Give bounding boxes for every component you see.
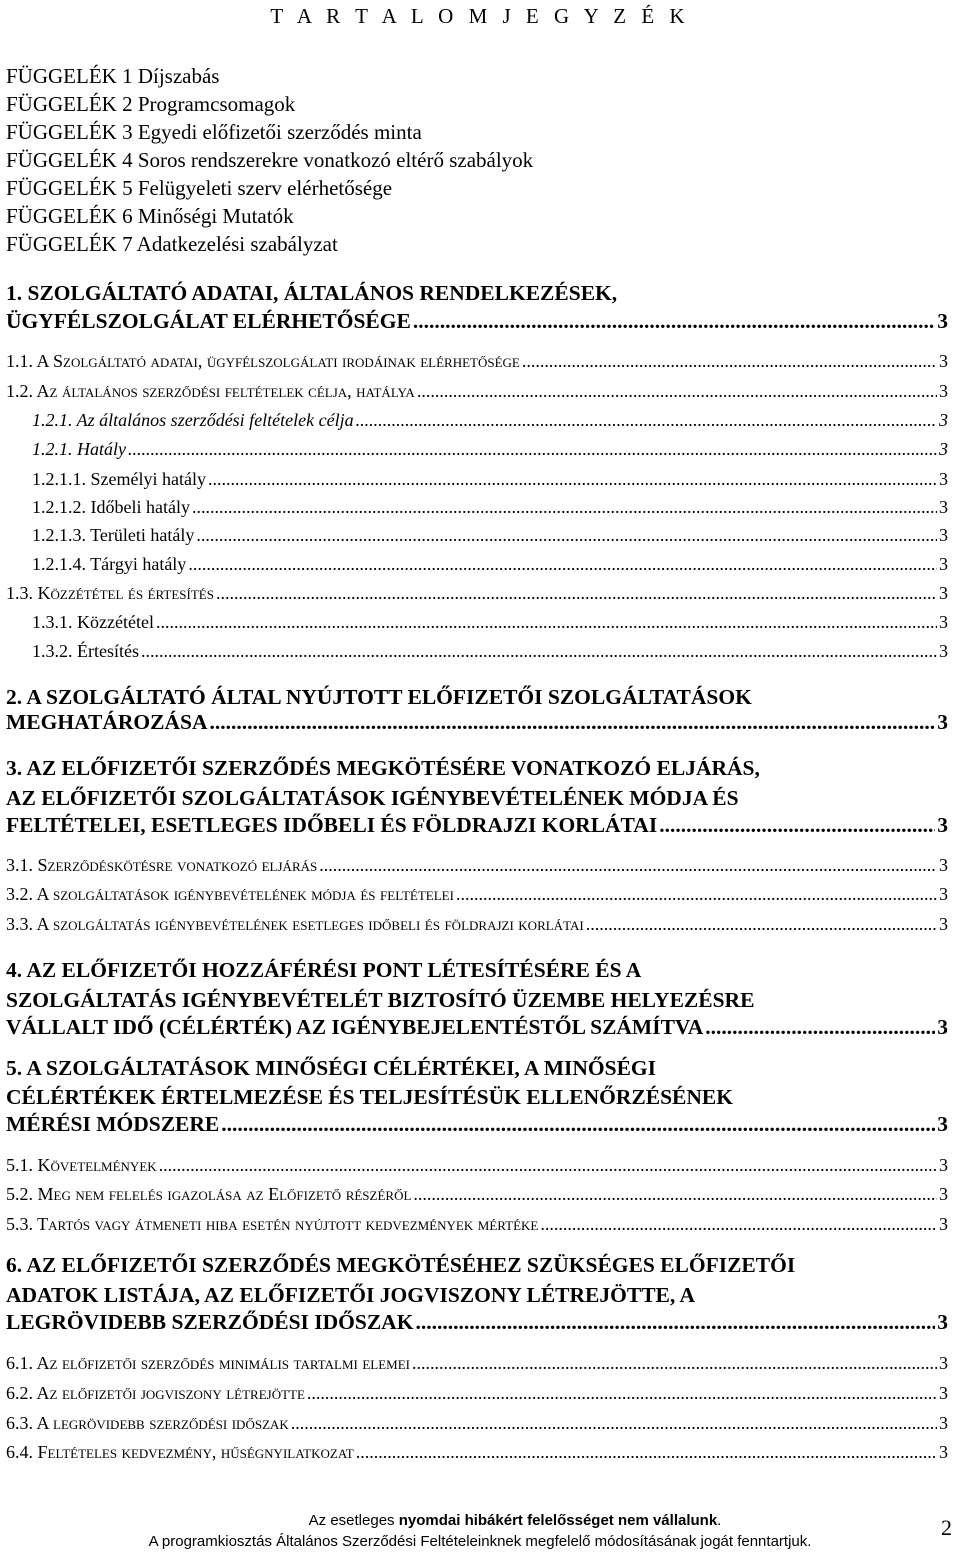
toc-entry-label: 1.1. A Szolgáltató adatai, ügyfélszolgálati irodáinak elérhetősége bbox=[6, 351, 520, 371]
toc-entry-label: 1.2.1.1. Személyi hatály bbox=[32, 469, 206, 489]
toc-entry-label: 1.2.1.3. Területi hatály bbox=[32, 525, 195, 545]
toc-entry-1-2-1-hataly[interactable] bbox=[32, 439, 948, 460]
toc-entry-6-2[interactable] bbox=[6, 1383, 948, 1404]
leader-dots bbox=[522, 351, 937, 372]
page-ref: 3 bbox=[939, 641, 948, 661]
toc-entry-label: FELTÉTELEI, ESETLEGES IDŐBELI ÉS FÖLDRAJZI KORLÁTAI bbox=[6, 813, 658, 837]
appendix-item[interactable]: FÜGGELÉK 3 Egyedi előfizetői szerződés minta bbox=[6, 120, 422, 144]
page-ref: 3 bbox=[939, 497, 948, 517]
toc-heading-5-line1[interactable]: 5. A SZOLGÁLTATÁSOK MINŐSÉGI CÉLÉRTÉKEI, A MINŐSÉGI bbox=[6, 1056, 657, 1080]
toc-entry-5[interactable] bbox=[6, 1112, 948, 1137]
toc-heading-4-line1[interactable]: 4. AZ ELŐFIZETŐI HOZZÁFÉRÉSI PONT LÉTESÍTÉSÉRE ÉS A bbox=[6, 958, 642, 982]
toc-entry-label: 3.2. A szolgáltatások igénybevételének módja és feltételei bbox=[6, 884, 454, 904]
toc-heading-6-line2[interactable]: ADATOK LISTÁJA, AZ ELŐFIZETŐI JOGVISZONY LÉTREJÖTTE, A bbox=[6, 1283, 695, 1307]
toc-entry-1-2-1-3[interactable] bbox=[32, 525, 948, 546]
toc-entry-label: VÁLLALT IDŐ (CÉLÉRTÉK) AZ IGÉNYBEJELENTÉSTŐL SZÁMÍTVA bbox=[6, 1015, 704, 1039]
footer-bold-text: nyomdai hibákért felelősséget nem vállalunk bbox=[398, 1512, 718, 1529]
toc-entry-4[interactable] bbox=[6, 1015, 948, 1040]
toc-entry-1-2-1-1[interactable] bbox=[32, 469, 948, 490]
page-ref: 3 bbox=[939, 583, 948, 603]
leader-dots bbox=[413, 309, 935, 334]
page-ref: 3 bbox=[937, 813, 948, 837]
toc-heading-5-line2[interactable]: CÉLÉRTÉKEK ÉRTELMEZÉSE ÉS TELJESÍTÉSÜK ELLENŐRZÉSÉNEK bbox=[6, 1085, 733, 1109]
page-ref: 3 bbox=[939, 525, 948, 545]
toc-entry-6-1[interactable] bbox=[6, 1353, 948, 1374]
page-ref: 3 bbox=[939, 554, 948, 574]
toc-entry-1-2[interactable] bbox=[6, 381, 948, 402]
page-ref: 3 bbox=[939, 855, 948, 875]
toc-entry-3-1[interactable] bbox=[6, 855, 948, 876]
leader-dots bbox=[188, 554, 937, 575]
toc-entry-label: 1.2.1. Az általános szerződési feltételek célja bbox=[32, 410, 354, 430]
toc-entry-label: 1.2.1. Hatály bbox=[32, 439, 126, 459]
toc-entry-label: 6.1. Az előfizetői szerződés minimális tartalmi elemei bbox=[6, 1353, 410, 1373]
appendix-item[interactable]: FÜGGELÉK 1 Díjszabás bbox=[6, 64, 220, 88]
toc-entry-label: 1.3. Közzététel és értesítés bbox=[6, 583, 214, 603]
leader-dots bbox=[415, 1310, 935, 1335]
page-ref: 3 bbox=[939, 914, 948, 934]
leader-dots bbox=[456, 884, 937, 905]
page-ref: 3 bbox=[937, 1310, 948, 1334]
toc-entry-6[interactable] bbox=[6, 1310, 948, 1335]
page-ref: 3 bbox=[939, 469, 948, 489]
toc-entry-label: 6.4. Feltételes kedvezmény, hűségnyilatkozat bbox=[6, 1442, 354, 1462]
toc-entry-3-3[interactable] bbox=[6, 914, 948, 935]
toc-entry-label: ÜGYFÉLSZOLGÁLAT ELÉRHETŐSÉGE bbox=[6, 309, 411, 333]
footer-disclaimer bbox=[0, 1512, 960, 1529]
leader-dots bbox=[216, 583, 937, 604]
toc-entry-label: 5.1. Követelmények bbox=[6, 1155, 157, 1175]
toc-entry-5-3[interactable] bbox=[6, 1214, 948, 1235]
leader-dots bbox=[540, 1214, 937, 1235]
toc-entry-6-3[interactable] bbox=[6, 1413, 948, 1434]
toc-entry-1-2-1-2[interactable] bbox=[32, 497, 948, 518]
leader-dots bbox=[291, 1413, 937, 1434]
leader-dots bbox=[128, 439, 937, 460]
toc-entry-5-1[interactable] bbox=[6, 1155, 948, 1176]
toc-entry-label: 3.1. Szerződéskötésre vonatkozó eljárás bbox=[6, 855, 318, 875]
toc-entry-label: 1.2.1.4. Tárgyi hatály bbox=[32, 554, 187, 574]
toc-entry-label: 5.3. Tartós vagy átmeneti hiba esetén nyújtott kedvezmények mértéke bbox=[6, 1214, 539, 1234]
footer-text-end: . bbox=[717, 1512, 722, 1529]
toc-entry-1-2-1-4[interactable] bbox=[32, 554, 948, 575]
page-ref: 3 bbox=[939, 1184, 948, 1204]
appendix-item[interactable]: FÜGGELÉK 7 Adatkezelési szabályzat bbox=[6, 232, 338, 256]
leader-dots bbox=[307, 1383, 937, 1404]
toc-heading-3-line2[interactable]: AZ ELŐFIZETŐI SZOLGÁLTATÁSOK IGÉNYBEVÉTELÉNEK MÓDJA ÉS bbox=[6, 786, 739, 810]
leader-dots bbox=[356, 410, 937, 431]
page-ref: 3 bbox=[939, 612, 948, 632]
page-ref: 3 bbox=[939, 351, 948, 371]
leader-dots bbox=[413, 1184, 937, 1205]
footer-rights: A programkiosztás Általános Szerződési Feltételeinknek megfelelő módosításának jogát fenntartjuk. bbox=[148, 1533, 812, 1550]
page-ref: 3 bbox=[939, 1155, 948, 1175]
leader-dots bbox=[221, 1112, 935, 1137]
leader-dots bbox=[659, 813, 935, 838]
page-ref: 3 bbox=[939, 1383, 948, 1403]
toc-entry-label: 1.2.1.2. Időbeli hatály bbox=[32, 497, 190, 517]
toc-heading-1-line1[interactable]: 1. SZOLGÁLTATÓ ADATAI, ÁLTALÁNOS RENDELKEZÉSEK, bbox=[6, 281, 618, 305]
appendix-item[interactable]: FÜGGELÉK 6 Minőségi Mutatók bbox=[6, 204, 294, 228]
toc-entry-label: 6.3. A legrövidebb szerződési időszak bbox=[6, 1413, 289, 1433]
appendix-item[interactable]: FÜGGELÉK 2 Programcsomagok bbox=[6, 92, 296, 116]
page-ref: 3 bbox=[939, 1413, 948, 1433]
toc-entry-1-3[interactable] bbox=[6, 583, 948, 604]
toc-entry-label: 1.3.1. Közzététel bbox=[32, 612, 154, 632]
toc-entry-6-4[interactable] bbox=[6, 1442, 948, 1463]
leader-dots bbox=[319, 855, 937, 876]
page-ref: 3 bbox=[937, 1112, 948, 1136]
toc-entry-label: 3.3. A szolgáltatás igénybevételének esetleges időbeli és földrajzi korlátai bbox=[6, 914, 584, 934]
leader-dots bbox=[196, 525, 937, 546]
toc-entry-2[interactable] bbox=[6, 710, 948, 735]
toc-entry-3[interactable] bbox=[6, 813, 948, 838]
leader-dots bbox=[192, 497, 937, 518]
page-ref: 3 bbox=[937, 1015, 948, 1039]
toc-entry-label: LEGRÖVIDEBB SZERZŐDÉSI IDŐSZAK bbox=[6, 1310, 414, 1334]
appendix-item[interactable]: FÜGGELÉK 5 Felügyeleti szerv elérhetősége bbox=[6, 176, 393, 200]
leader-dots bbox=[141, 641, 937, 662]
toc-heading-3-line1[interactable]: 3. AZ ELŐFIZETŐI SZERZŐDÉS MEGKÖTÉSÉRE VONATKOZÓ ELJÁRÁS, bbox=[6, 756, 760, 780]
page-ref: 3 bbox=[939, 439, 948, 459]
leader-dots bbox=[156, 612, 937, 633]
leader-dots bbox=[208, 469, 937, 490]
toc-entry-label: MÉRÉSI MÓDSZERE bbox=[6, 1112, 220, 1136]
leader-dots bbox=[159, 1155, 937, 1176]
page-ref: 3 bbox=[937, 309, 948, 333]
toc-entry-label: 5.2. Meg nem felelés igazolása az Előfizető részéről bbox=[6, 1184, 412, 1204]
toc-entry-label: MEGHATÁROZÁSA bbox=[6, 710, 208, 734]
toc-entry-1-3-2[interactable] bbox=[32, 641, 948, 662]
toc-entry-1-2-1[interactable] bbox=[32, 410, 948, 431]
page-ref: 3 bbox=[937, 710, 948, 734]
page-ref: 3 bbox=[939, 1442, 948, 1462]
page-title: T A R T A L O M J E G Y Z É K bbox=[270, 4, 690, 28]
page-ref: 3 bbox=[939, 1353, 948, 1373]
page-ref: 3 bbox=[939, 410, 948, 430]
toc-entry-1-1[interactable] bbox=[6, 351, 948, 372]
leader-dots bbox=[209, 710, 935, 735]
leader-dots bbox=[412, 1353, 937, 1374]
leader-dots bbox=[417, 381, 937, 402]
toc-entry-label: 6.2. Az előfizetői jogviszony létrejötte bbox=[6, 1383, 305, 1403]
appendix-item[interactable]: FÜGGELÉK 4 Soros rendszerekre vonatkozó eltérő szabályok bbox=[6, 148, 534, 172]
page-number: 2 bbox=[941, 1515, 952, 1540]
page-ref: 3 bbox=[939, 884, 948, 904]
leader-dots bbox=[705, 1015, 935, 1040]
toc-entry-1-3-1[interactable] bbox=[32, 612, 948, 633]
toc-entry-1[interactable] bbox=[6, 309, 948, 334]
toc-heading-4-line2[interactable]: SZOLGÁLTATÁS IGÉNYBEVÉTELÉT BIZTOSÍTÓ ÜZEMBE HELYEZÉSRE bbox=[6, 988, 755, 1012]
toc-entry-label: 1.2. Az általános szerződési feltételek célja, hatálya bbox=[6, 381, 415, 401]
page-ref: 3 bbox=[939, 1214, 948, 1234]
footer-text: Az esetleges bbox=[308, 1512, 399, 1529]
page-ref: 3 bbox=[939, 381, 948, 401]
toc-entry-3-2[interactable] bbox=[6, 884, 948, 905]
toc-heading-6-line1[interactable]: 6. AZ ELŐFIZETŐI SZERZŐDÉS MEGKÖTÉSÉHEZ SZÜKSÉGES ELŐFIZETŐI bbox=[6, 1253, 796, 1277]
leader-dots bbox=[356, 1442, 937, 1463]
toc-entry-label: 1.3.2. Értesítés bbox=[32, 641, 139, 661]
toc-heading-2-line1[interactable]: 2. A SZOLGÁLTATÓ ÁLTAL NYÚJTOTT ELŐFIZETŐI SZOLGÁLTATÁSOK bbox=[6, 685, 752, 709]
leader-dots bbox=[586, 914, 937, 935]
toc-entry-5-2[interactable] bbox=[6, 1184, 948, 1205]
